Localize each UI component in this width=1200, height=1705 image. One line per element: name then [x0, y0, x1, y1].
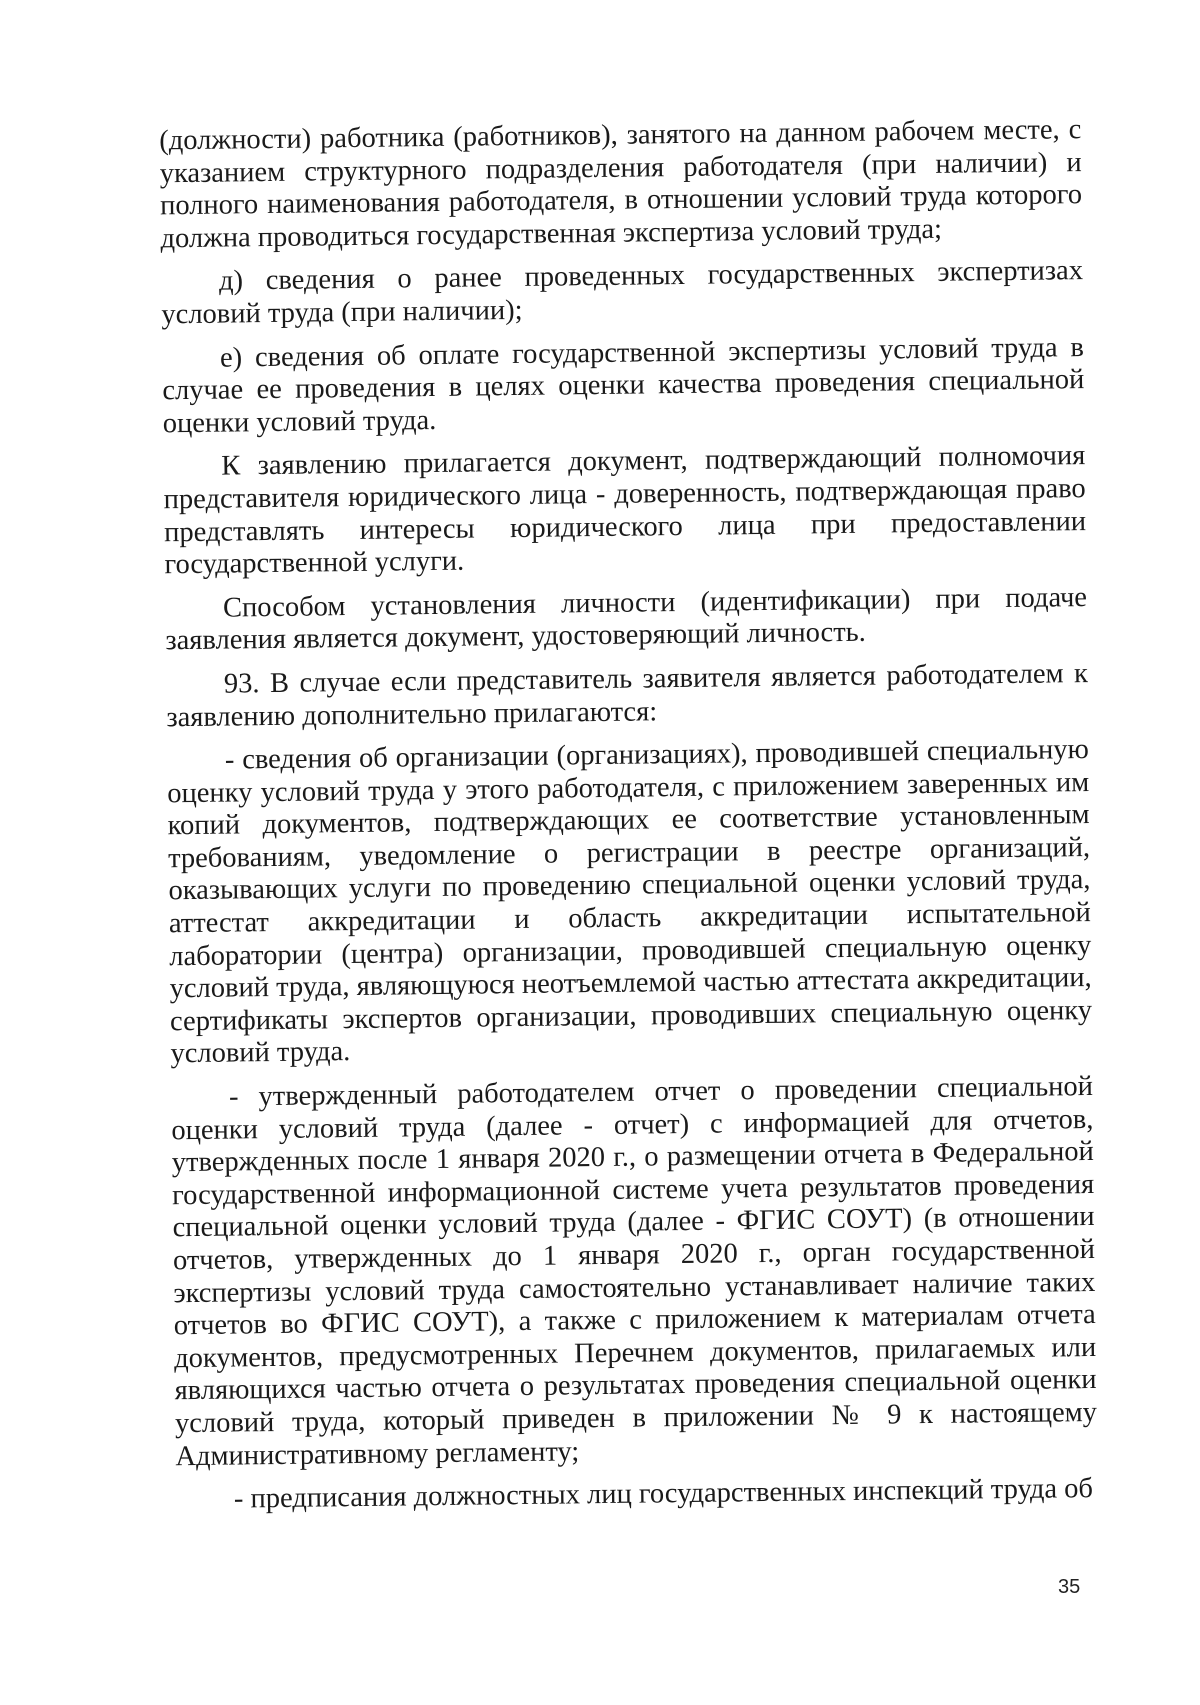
paragraph-continuation: (должности) работника (работников), занятого на данном рабочем месте, с указанием структурного подразделения работодателя (при наличии) и полного наименования работодателя, в отношении условий труда которого должна проводиться государственная экспертиза условий труда; — [159, 114, 1083, 255]
page-number: 35 — [1058, 1576, 1081, 1598]
paragraph-item-e: е) сведения об оплате государственной экспертизы условий труда в случае ее проведения в целях оценки качества проведения специальной оценки условий труда. — [162, 331, 1085, 440]
document-body — [159, 114, 1098, 1517]
paragraph-item-d: д) сведения о ранее проведенных государственных экспертизах условий труда (при наличии); — [161, 255, 1084, 331]
list-item-organization-info: - сведения об организации (организациях), проводившей специальную оценку условий труда у этого работодателя, с приложением заверенных им копий документов, подтверждающих ее соответствие установленным требованиям, уведомление о регистрации в реестре организаций, оказывающих услуги по проведению специальной оценки условий труда, аттестат аккредитации и область аккредитации испытательной лаборатории (центра) организации, проводившей специальную оценку условий труда, являющуюся неотъемлемой частью аттестата аккредитации, сертификаты экспертов организации, проводивших специальную оценку условий труда. — [167, 734, 1093, 1070]
paragraph-attachment: К заявлению прилагается документ, подтверждающий полномочия представителя юридического лица - доверенность, подтверждающая право представлять интересы юридического лица при предоставлении государственной услуги. — [163, 440, 1087, 581]
list-item-report: - утвержденный работодателем отчет о проведении специальной оценки условий труда (далее - отчет) с информацией для отчетов, утвержденных после 1 января 2020 г., о размещении отчета в Федеральной государственной информационной системе учета результатов проведения специальной оценки условий труда (далее - ФГИС СОУТ) (в отношении отчетов, утвержденных до 1 января 2020 г., орган государственной экспертизы условий труда самостоятельно устанавливает наличие таких отчетов во ФГИС СОУТ), а также с приложением к материалам отчета документов, предусмотренных Перечнем документов, прилагаемых или являющихся частью отчета о результатах проведения специальной оценки условий труда, который приведен в приложении № 9 к настоящему Административному регламенту; — [171, 1071, 1098, 1472]
paragraph-93: 93. В случае если представитель заявителя является работодателем к заявлению дополнительно прилагаются: — [166, 657, 1089, 733]
paragraph-identification: Способом установления личности (идентификации) при подаче заявления является документ, удостоверяющий личность. — [165, 581, 1088, 657]
list-item-prescriptions: - предписания должностных лиц государственных инспекций труда об — [233, 1473, 1094, 1515]
